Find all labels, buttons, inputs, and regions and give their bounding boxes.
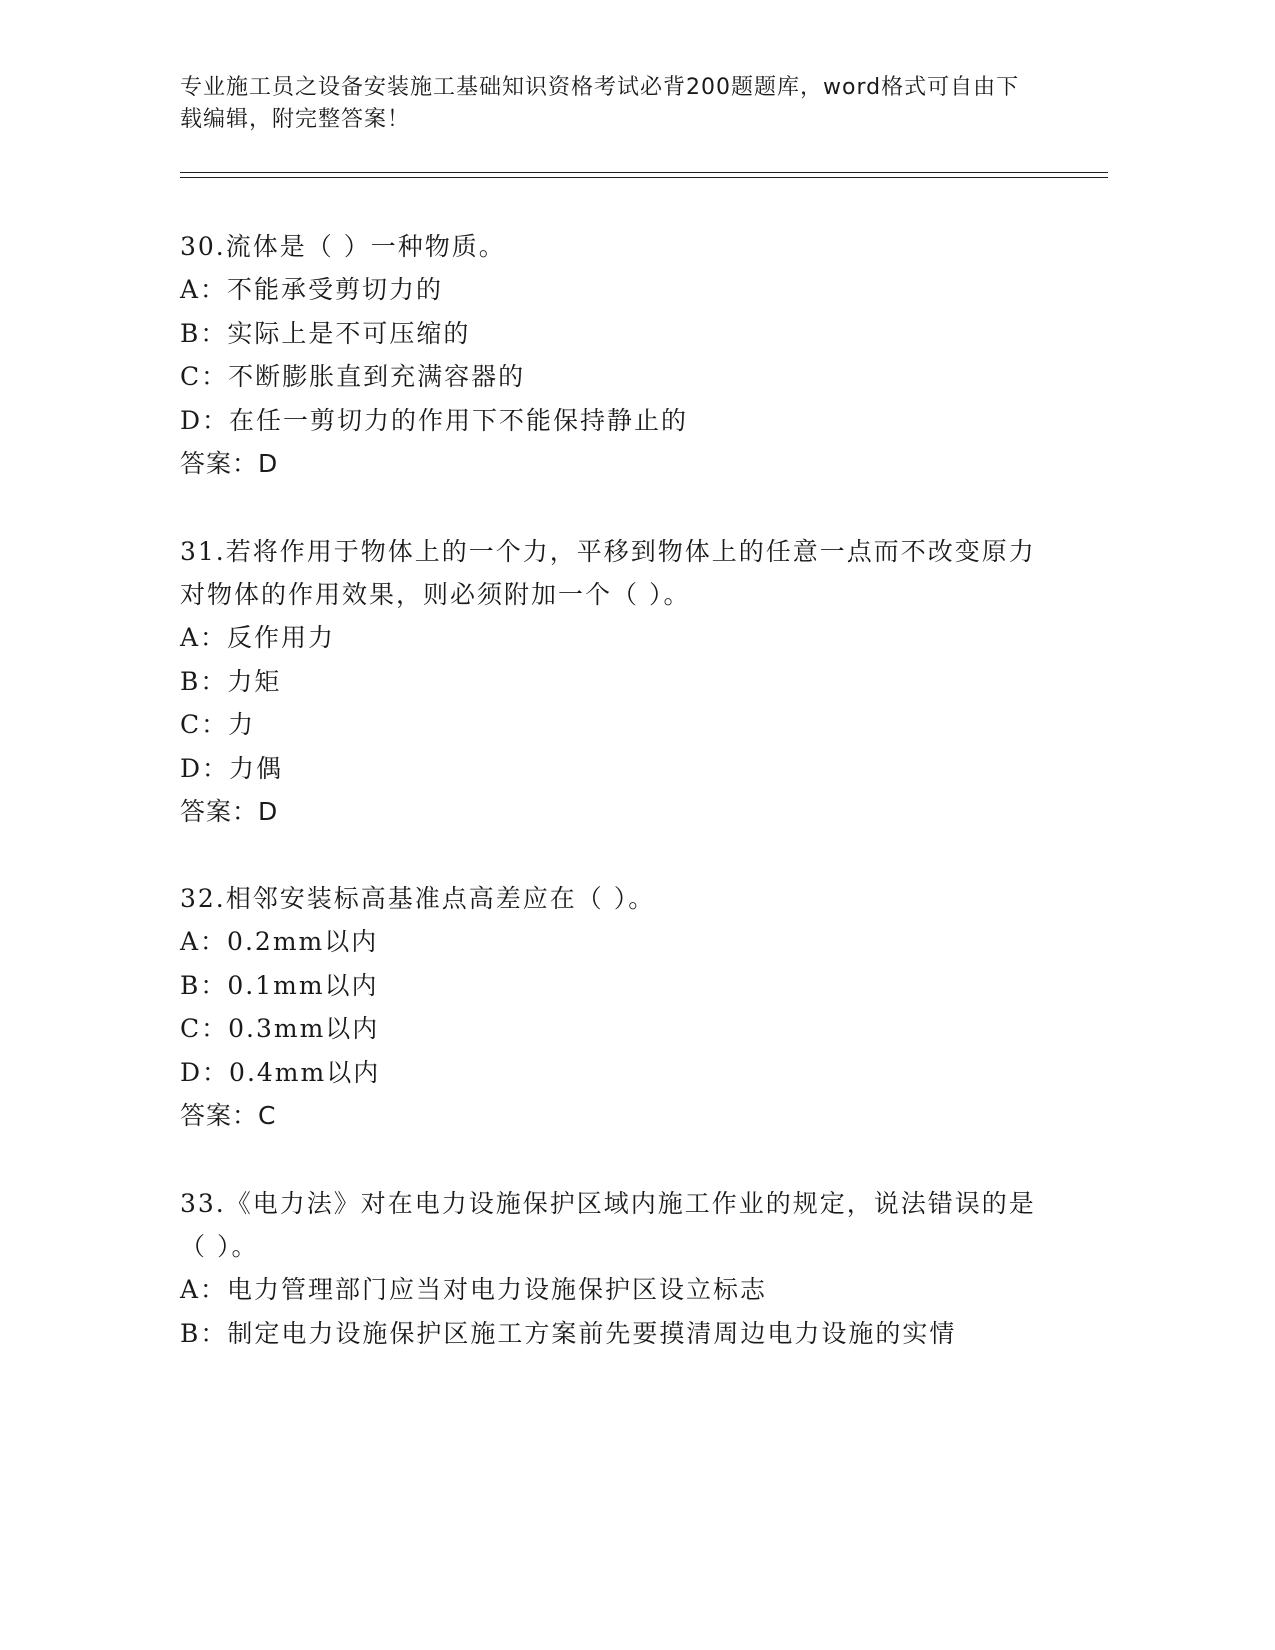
option-d: D：在任一剪切力的作用下不能保持静止的 — [180, 405, 689, 435]
answer: 答案：D — [180, 449, 279, 478]
question-stem: 31.若将作用于物体上的一个力，平移到物体上的任意一点而不改变原力对物体的作用效果，则必须附加一个（ ）。 — [180, 537, 1036, 609]
option-b: B：制定电力设施保护区施工方案前先要摸清周边电力设施的实情 — [180, 1318, 957, 1348]
question-32 — [180, 877, 1040, 1137]
option-b: B：实际上是不可压缩的 — [180, 318, 471, 348]
option-d: D：力偶 — [180, 753, 284, 783]
option-c: C：力 — [180, 710, 256, 739]
question-stem: 33.《电力法》对在电力设施保护区域内施工作业的规定，说法错误的是（ ）。 — [180, 1189, 1036, 1261]
question-stem: 32.相邻安装标高基准点高差应在（ ）。 — [180, 884, 656, 913]
option-c: C：0.3mm以内 — [180, 1014, 380, 1043]
question-stem: 30.流体是（ ）一种物质。 — [180, 232, 506, 261]
header-divider-bottom — [180, 177, 1108, 178]
answer: 答案：C — [180, 1101, 277, 1130]
option-b: B：0.1mm以内 — [180, 970, 379, 1000]
option-a: A：不能承受剪切力的 — [180, 275, 444, 304]
question-31 — [180, 530, 1040, 833]
question-33 — [180, 1182, 1040, 1355]
option-d: D：0.4mm以内 — [180, 1057, 381, 1087]
answer: 答案：D — [180, 797, 279, 826]
option-a: A：0.2mm以内 — [180, 927, 379, 956]
option-a: A：反作用力 — [180, 623, 336, 652]
option-b: B：力矩 — [180, 666, 282, 696]
option-c: C：不断膨胀直到充满容器的 — [180, 362, 526, 391]
header-divider-top — [180, 172, 1108, 173]
document-intro: 专业施工员之设备安装施工基础知识资格考试必背200题题库，word格式可自由下载编辑，附完整答案！ — [180, 75, 1020, 132]
question-30 — [180, 225, 1040, 485]
option-a: A：电力管理部门应当对电力设施保护区设立标志 — [180, 1275, 768, 1304]
